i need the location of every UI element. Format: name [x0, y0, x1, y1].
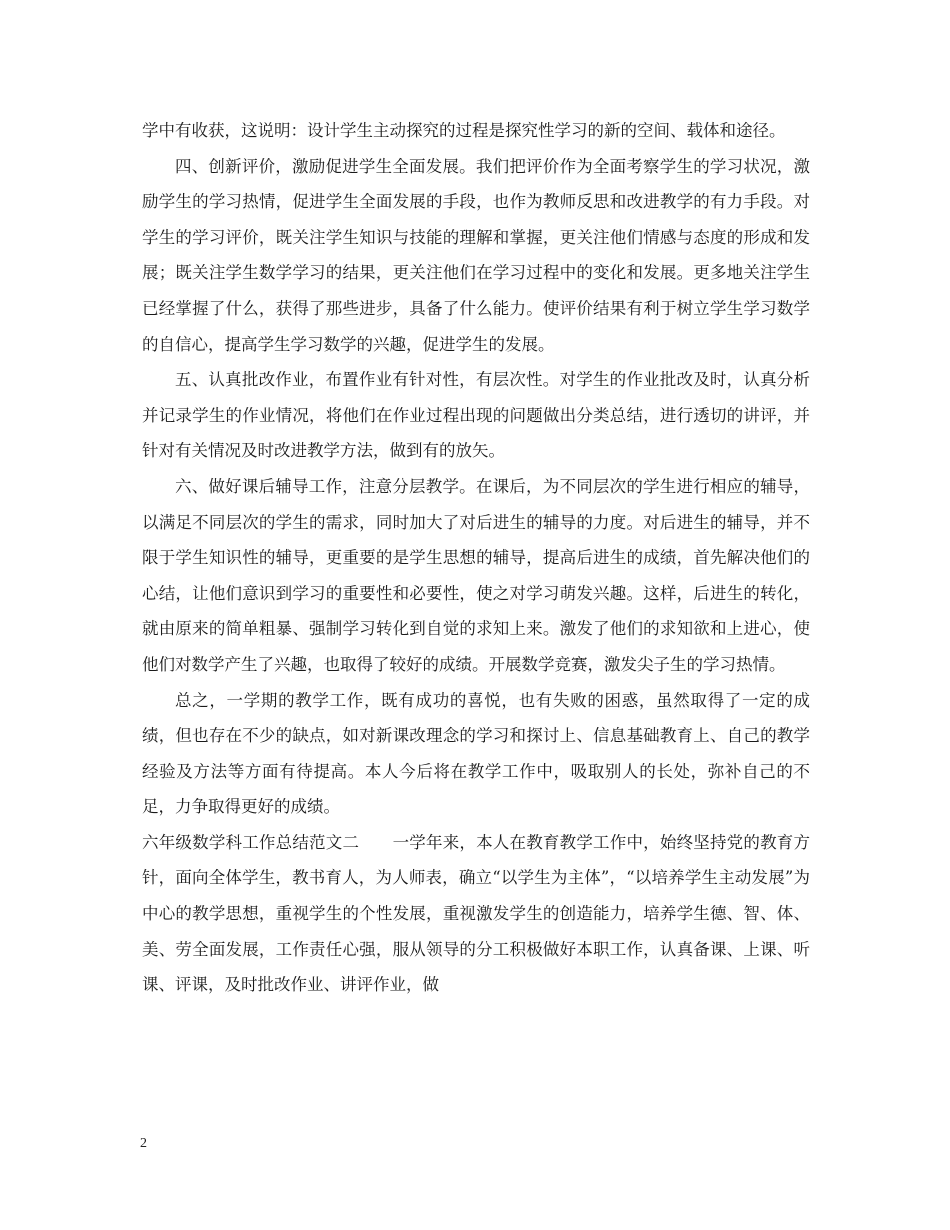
paragraph-6: 六年级数学科工作总结范文二 一学年来，本人在教育教学工作中，始终坚持党的教育方针，面向全体学生，教书育人，为人师表，确立“以学生为主体”，“以培养学生主动发展”为中心的教学思想，重视学生的个性发展，重视激发学生的创造能力，培养学生德、智、体、美、劳全面发展，工作责任心强，服从领导的分工积极做好本职工作，认真备课、上课、听课、评课，及时批改作业、讲评作业，做	[142, 832, 810, 995]
paragraph-3: 五、认真批改作业，布置作业有针对性，有层次性。对学生的作业批改及时，认真分析并记录学生的作业情况，将他们在作业过程出现的问题做出分类总结，进行透切的讲评，并针对有关情况及时改进教学方法，做到有的放矢。	[142, 370, 810, 461]
paragraph-1: 学中有收获，这说明：设计学生主动探究的过程是探究性学习的新的空间、载体和途径。	[142, 121, 786, 140]
paragraph-2: 四、创新评价，激励促进学生全面发展。我们把评价作为全面考察学生的学习状况，激励学生的学习热情，促进学生全面发展的手段，也作为教师反思和改进教学的有力手段。对学生的学习评价，既关注学生知识与技能的理解和掌握，更关注他们情感与态度的形成和发展；既关注学生数学学习的结果，更关注他们在学习过程中的变化和发展。更多地关注学生已经掌握了什么，获得了那些进步，具备了什么能力。使评价结果有利于树立学生学习数学的自信心，提高学生学习数学的兴趣，促进学生的发展。	[142, 156, 810, 354]
paragraph-5: 总之，一学期的教学工作，既有成功的喜悦，也有失败的困惑，虽然取得了一定的成绩，但也存在不少的缺点，如对新课改理念的学习和探讨上、信息基础教育上、自己的教学经验及方法等方面有待提高。本人今后将在教学工作中，吸取别人的长处，弥补自己的不足，力争取得更好的成绩。	[142, 690, 810, 817]
paragraph-4: 六、做好课后辅导工作，注意分层教学。在课后，为不同层次的学生进行相应的辅导，以满足不同层次的学生的需求，同时加大了对后进生的辅导的力度。对后进生的辅导，并不限于学生知识性的辅导，更重要的是学生思想的辅导，提高后进生的成绩，首先解决他们的心结，让他们意识到学习的重要性和必要性，使之对学习萌发兴趣。这样，后进生的转化，就由原来的简单粗暴、强制学习转化到自觉的求知上来。激发了他们的求知欲和上进心，使他们对数学产生了兴趣，也取得了较好的成绩。开展数学竞赛，激发尖子生的学习热情。	[142, 476, 810, 674]
page-number: 2	[140, 1136, 147, 1151]
document-body	[142, 113, 810, 1003]
